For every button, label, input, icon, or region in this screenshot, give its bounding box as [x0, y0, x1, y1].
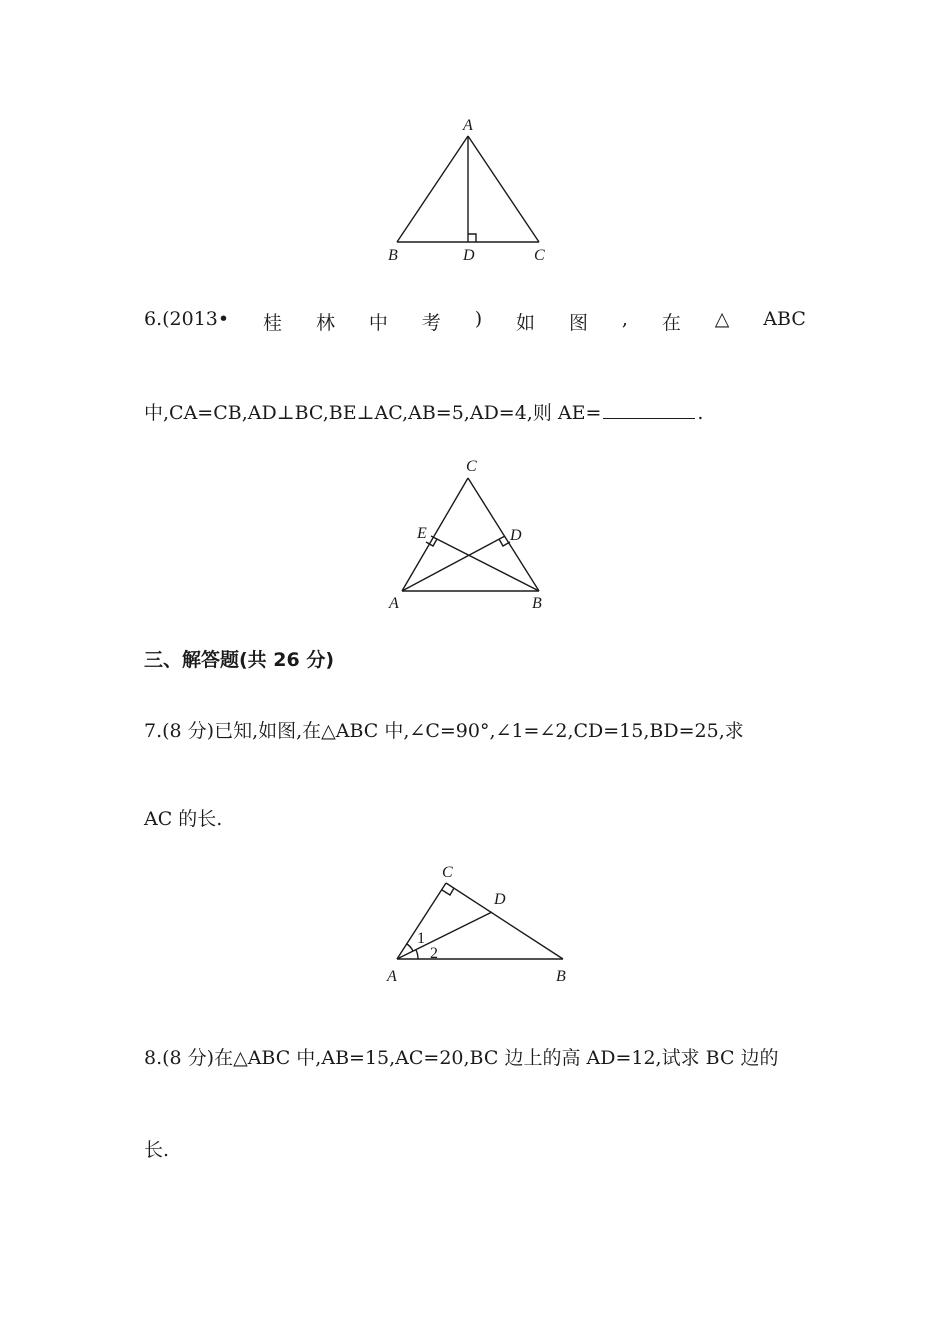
side-ac: [468, 136, 539, 242]
label-a: A: [387, 968, 397, 985]
q6-token: △: [714, 308, 730, 330]
label-c: C: [534, 247, 545, 264]
section-heading: 三、解答题(共 26 分): [144, 649, 335, 671]
angle-arc-1: [407, 944, 413, 951]
q6-line-2-end: .: [697, 402, 704, 424]
label-c: C: [466, 458, 477, 475]
angle-label-2: 2: [430, 945, 438, 962]
q6-token: 桂: [263, 312, 283, 334]
right-angle-mark-c: [442, 888, 454, 895]
label-a: A: [463, 117, 473, 134]
label-a: A: [389, 595, 399, 612]
right-angle-mark-d: [499, 539, 510, 546]
label-b: B: [532, 595, 542, 612]
q6-token: ,: [621, 308, 628, 330]
side-cb: [468, 478, 539, 591]
label-d: D: [463, 247, 475, 264]
q8-line-1: 8.(8 分)在△ABC 中,AB=15,AC=20,BC 边上的高 AD=12,试求 BC 边的: [144, 1047, 779, 1069]
q8-line-2: 长.: [144, 1139, 170, 1161]
q6-line-1: [144, 308, 806, 335]
label-c: C: [442, 864, 453, 881]
angle-label-1: 1: [417, 930, 425, 947]
q6-line-2-text: 中,CA=CB,AD⊥BC,BE⊥AC,AB=5,AD=4,则 AE=: [144, 402, 602, 424]
bisector-ad: [397, 912, 492, 959]
label-e: E: [417, 525, 427, 542]
q6-token: ): [474, 308, 483, 330]
q6-token: 图: [568, 312, 588, 334]
q6-token: 在: [661, 312, 681, 334]
q6-token: 如: [516, 312, 536, 334]
label-b: B: [388, 247, 398, 264]
q6-token: ABC: [763, 308, 806, 330]
q6-token: 中: [368, 312, 388, 334]
q6-token: 林: [315, 312, 335, 334]
figure-triangle-two-altitudes: [380, 455, 570, 615]
label-b: B: [556, 968, 566, 985]
q7-line-2: AC 的长.: [144, 808, 223, 830]
answer-blank[interactable]: [603, 400, 695, 419]
q6-token: 6.(2013•: [144, 308, 230, 330]
figure-triangle-altitude: [380, 112, 560, 272]
altitude-be: [431, 536, 539, 591]
q6-line-2: [144, 398, 703, 425]
label-d: D: [494, 891, 506, 908]
q6-token: 考: [421, 312, 441, 334]
q7-line-1: 7.(8 分)已知,如图,在△ABC 中,∠C=90°,∠1=∠2,CD=15,BD=25,求: [144, 720, 744, 742]
angle-arc-2: [416, 950, 418, 959]
figure-right-triangle-bisector: [380, 855, 580, 990]
side-ab: [397, 136, 468, 242]
right-angle-mark: [468, 234, 476, 242]
label-d: D: [510, 527, 522, 544]
